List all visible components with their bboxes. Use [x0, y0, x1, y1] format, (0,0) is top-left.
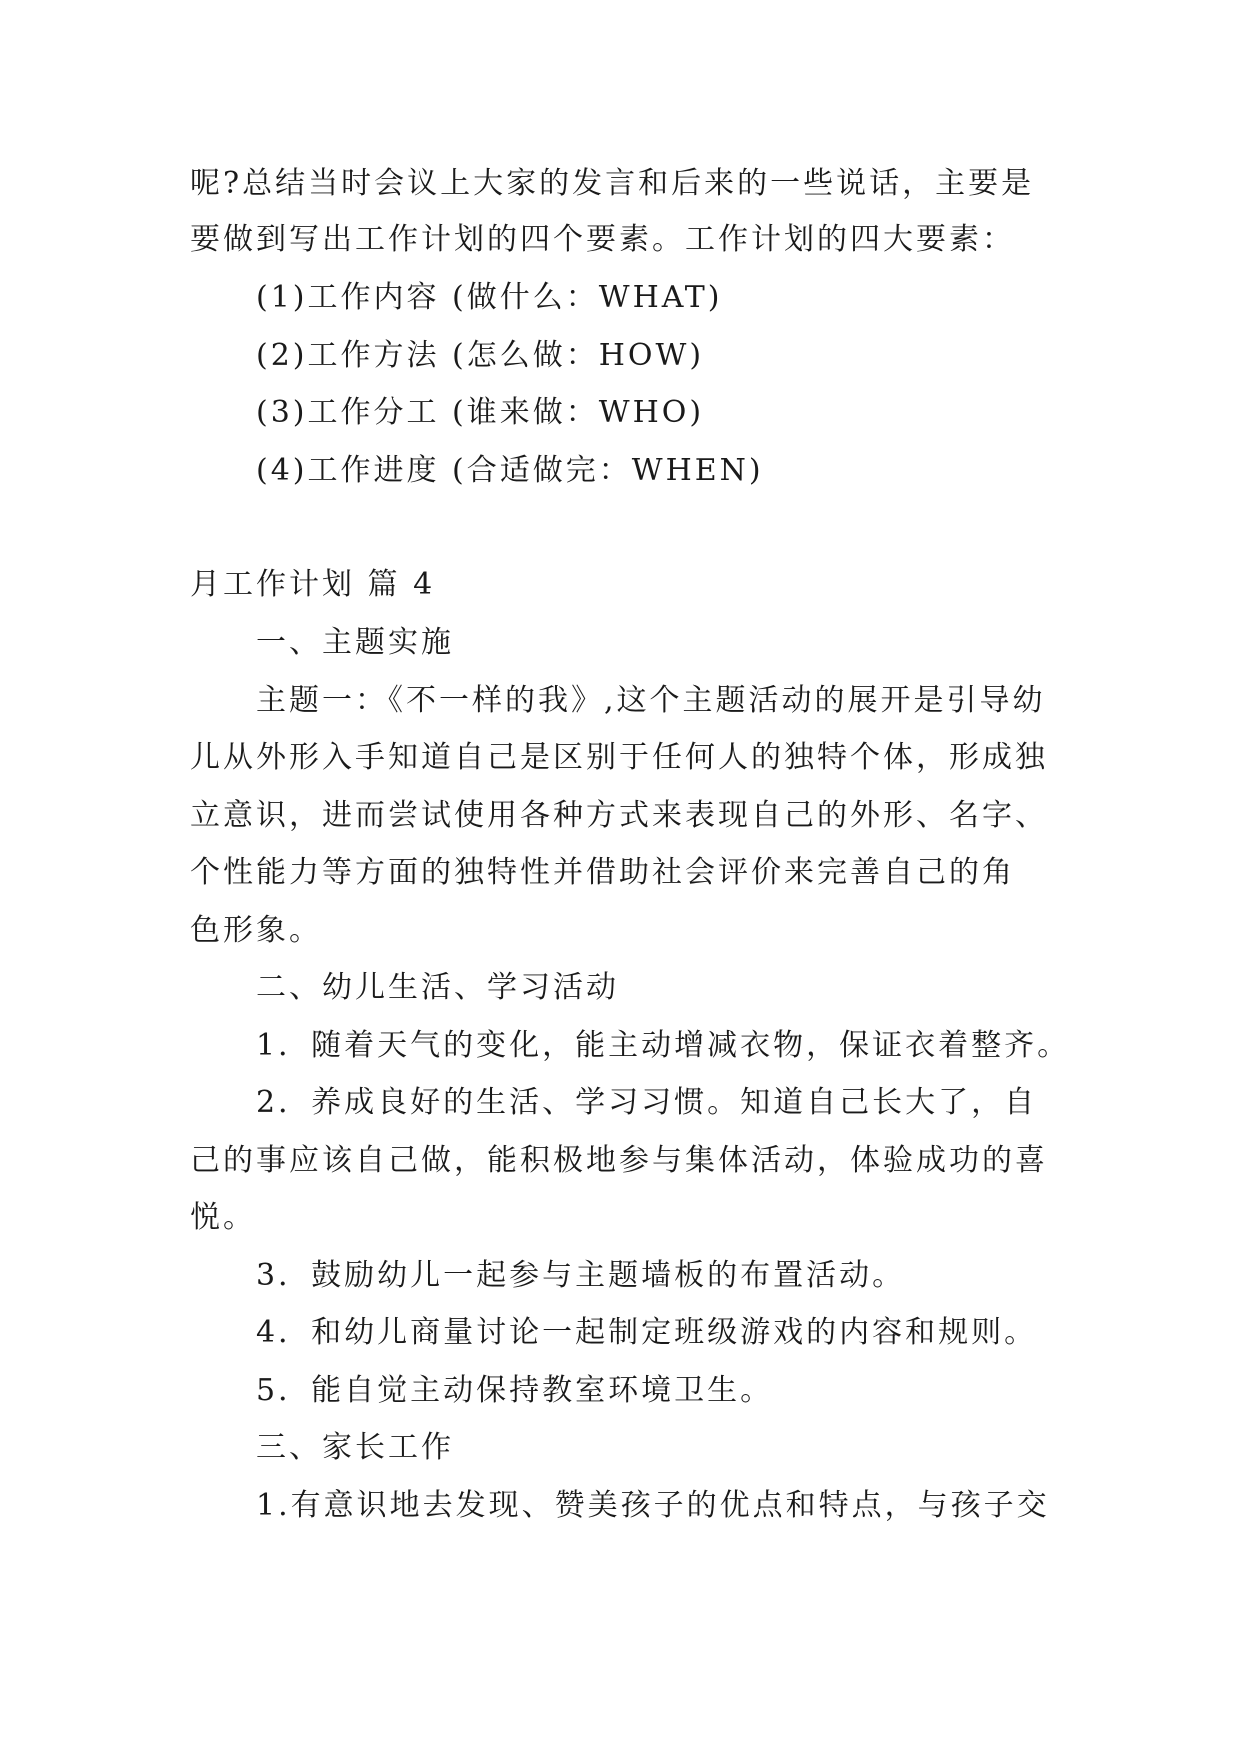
list-item: 1．随着天气的变化，能主动增减衣物，保证衣着整齐。: [256, 1028, 1071, 1063]
list-item: 1.有意识地去发现、赞美孩子的优点和特点，与孩子交: [256, 1488, 1050, 1523]
paragraph-line: 个性能力等方面的独特性并借助社会评价来完善自己的角: [190, 855, 1015, 890]
list-item: 4．和幼儿商量讨论一起制定班级游戏的内容和规则。: [256, 1315, 1038, 1350]
paragraph-line: 立意识，进而尝试使用各种方式来表现自己的外形、名字、: [190, 798, 1048, 833]
list-item: (3)工作分工 (谁来做：WHO): [256, 395, 705, 430]
paragraph-line: 色形象。: [190, 913, 322, 948]
section-heading: 一、主题实施: [256, 625, 454, 660]
section-heading: 三、家长工作: [256, 1430, 454, 1465]
paragraph-line: 呢?总结当时会议上大家的发言和后来的一些说话，主要是: [190, 166, 1035, 201]
list-item: 2．养成良好的生活、学习习惯。知道自己长大了，自: [256, 1085, 1038, 1120]
list-item: (4)工作进度 (合适做完：WHEN): [256, 453, 764, 488]
paragraph-line: 要做到写出工作计划的四个要素。工作计划的四大要素：: [190, 222, 1015, 257]
section-title: 月工作计划 篇 4: [190, 567, 436, 602]
section-heading: 二、幼儿生活、学习活动: [256, 970, 619, 1005]
list-item: 3．鼓励幼儿一起参与主题墙板的布置活动。: [256, 1258, 906, 1293]
paragraph-line: 儿从外形入手知道自己是区别于任何人的独特个体，形成独: [190, 740, 1048, 775]
paragraph-line: 悦。: [190, 1200, 256, 1235]
list-item: 5．能自觉主动保持教室环境卫生。: [256, 1373, 774, 1408]
list-item: (2)工作方法 (怎么做：HOW): [256, 338, 705, 373]
paragraph-line: 主题一：《不一样的我》,这个主题活动的展开是引导幼: [256, 683, 1046, 718]
list-item: (1)工作内容 (做什么：WHAT): [256, 280, 723, 315]
paragraph-line: 己的事应该自己做，能积极地参与集体活动，体验成功的喜: [190, 1143, 1048, 1178]
